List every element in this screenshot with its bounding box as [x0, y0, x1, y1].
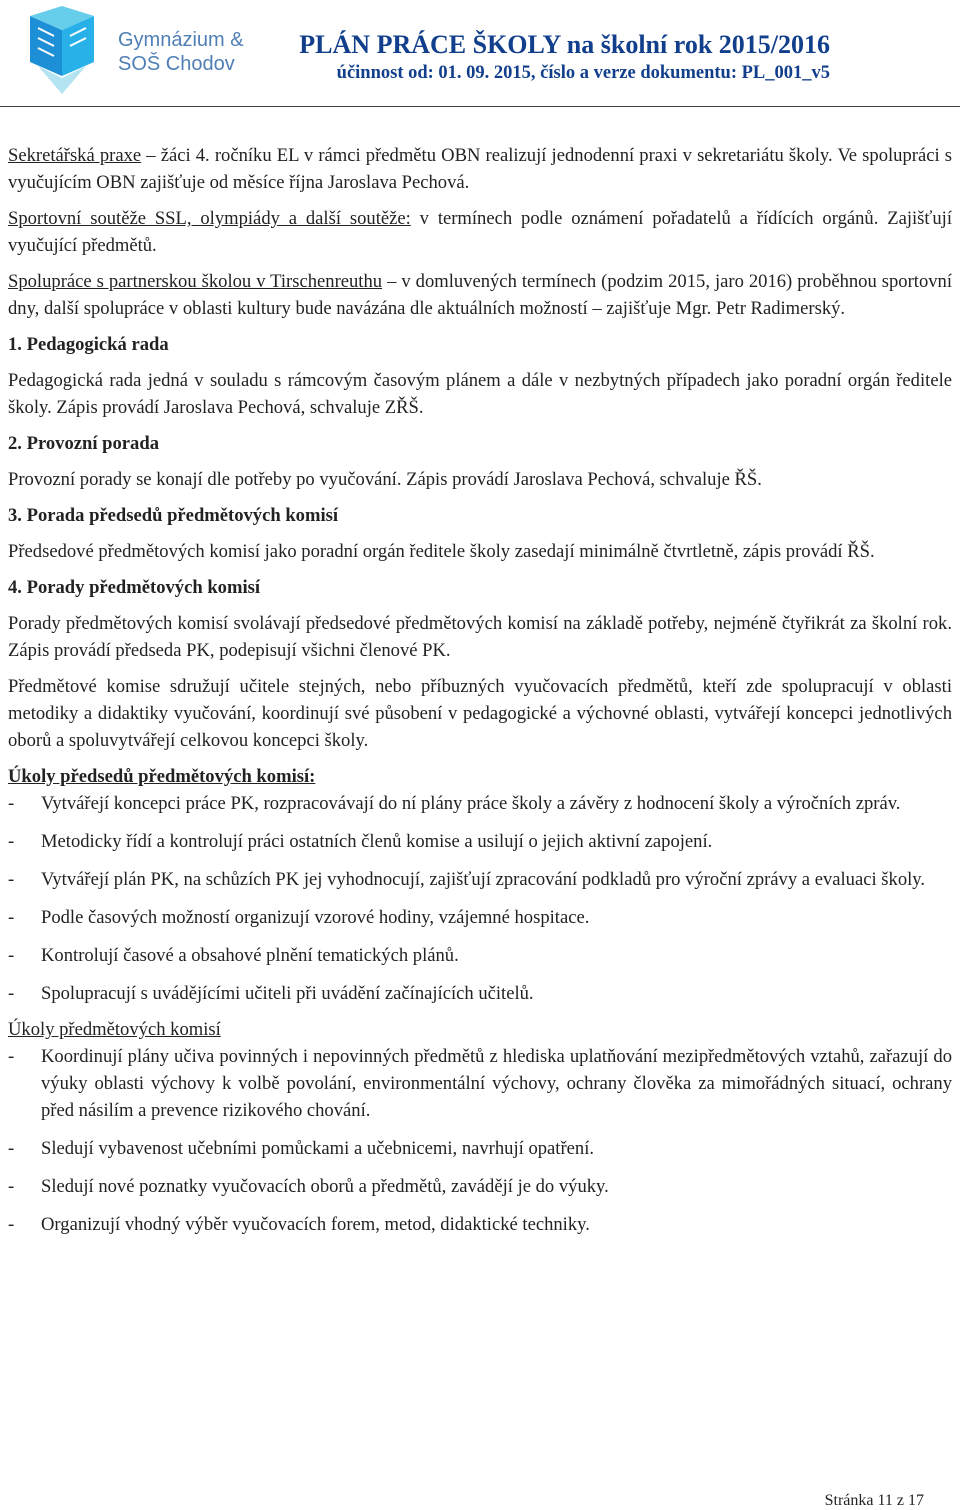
list-item: - Kontrolují časové a obsahové plnění tematických plánů.: [8, 942, 952, 969]
section-paragraph: Provozní porady se konají dle potřeby po vyučování. Zápis provádí Jaroslava Pechová, schvaluje ŘŠ.: [8, 469, 762, 490]
page-header: [0, 0, 960, 110]
list-item: - Vytvářejí koncepci práce PK, rozpracovávají do ní plány práce školy a závěry z hodnocení školy a výročních zpráv.: [8, 790, 952, 817]
chairs-tasks-heading: Úkoly předsedů předmětových komisí:: [8, 766, 316, 787]
logo-line-2: SOŠ Chodov: [118, 53, 235, 75]
page-number: Stránka 11 z 17: [824, 1492, 924, 1509]
list-item: - Sledují vybavenost učebními pomůckami a učebnicemi, navrhují opatření.: [8, 1135, 952, 1162]
intro-label: Sekretářská praxe: [8, 145, 142, 166]
list-item: - Koordinují plány učiva povinných i nepovinných předmětů z hlediska uplatňování mezipředmětových vztahů, zařazují do výuky oblasti výchovy k volbě povolání, environmentální výchovy, ochrany člověka za mimořádných situací, ochrany před násilím a prevence rizikového chování.: [8, 1043, 952, 1124]
list-item: - Sledují nové poznatky vyučovacích oborů a předmětů, zavádějí je do výuky.: [8, 1173, 952, 1200]
intro-text: – v domluvených termínech (podzim 2015, jaro 2016) proběhnou sportovní dny, další spolupráce v oblasti kultury bude navázána dle aktuálních možností – zajišťuje Mgr. Petr Radimerský.: [8, 271, 952, 319]
school-logo: [18, 6, 248, 98]
section-heading: 2. Provozní porada: [8, 433, 159, 454]
list-item: - Vytvářejí plán PK, na schůzích PK jej vyhodnocují, zajišťují zpracování podkladů pro výroční zprávy a evaluaci školy.: [8, 866, 952, 893]
intro-paragraph-partner-school: [8, 268, 952, 322]
list-item: - Podle časových možností organizují vzorové hodiny, vzájemné hospitace.: [8, 904, 952, 931]
list-item: - Spolupracují s uvádějícími učiteli při uvádění začínajících učitelů.: [8, 980, 952, 1007]
list-item: - Organizují vhodný výběr vyučovacích forem, metod, didaktické techniky.: [8, 1211, 952, 1238]
section-heading: 3. Porada předsedů předmětových komisí: [8, 505, 339, 526]
committees-tasks-heading: Úkoly předmětových komisí: [8, 1019, 221, 1040]
logo-text: [118, 28, 244, 76]
intro-label: Sportovní soutěže SSL, olympiády a další soutěže:: [8, 208, 411, 229]
section-heading: 4. Porady předmětových komisí: [8, 577, 261, 598]
committees-tasks-list: [8, 1043, 952, 1238]
document-body: [8, 142, 952, 1238]
section-paragraph: Porady předmětových komisí svolávají předsedové předmětových komisí na základě potřeby, nejméně čtyřikrát za školní rok. Zápis provádí předseda PK, podepisují všichni členové PK.: [8, 613, 952, 661]
intro-text: – žáci 4. ročníku EL v rámci předmětu OBN realizují jednodenní praxi v sekretariátu školy. Ve spolupráci s vyučujícím OBN zajišťuje od měsíce října Jaroslava Pechová.: [8, 145, 953, 193]
intro-paragraph-sports: [8, 205, 952, 259]
document-subtitle: účinnost od: 01. 09. 2015, číslo a verze dokumentu: PL_001_v5: [336, 63, 830, 83]
list-item: - Metodicky řídí a kontrolují práci ostatních členů komise a usilují o jejich aktivní zapojení.: [8, 828, 952, 855]
section-heading: 1. Pedagogická rada: [8, 334, 169, 355]
header-divider: [0, 106, 960, 107]
section-paragraph: Předsedové předmětových komisí jako poradní orgán ředitele školy zasedají minimálně čtvrtletně, zápis provádí ŘŠ.: [8, 541, 875, 562]
pk-paragraph: Předmětové komise sdružují učitele stejných, nebo příbuzných vyučovacích předmětů, kteří zde spolupracují v oblasti metodiky a didaktiky vyučování, koordinují své působení v pedagogické a výchovné oblasti, vytvářejí koncepci jednotlivých oborů a spoluvytvářejí celkovou koncepci školy.: [8, 676, 952, 751]
intro-paragraph-secretary: [8, 142, 952, 196]
chairs-tasks-list: [8, 790, 952, 1007]
document-title: PLÁN PRÁCE ŠKOLY na školní rok 2015/2016: [299, 30, 830, 59]
intro-label: Spolupráce s partnerskou školou v Tirschenreuthu: [8, 271, 383, 292]
logo-line-1: Gymnázium &: [118, 29, 244, 51]
logo-cube-icon: [18, 6, 108, 98]
intro-text: v termínech podle oznámení pořadatelů a řídících orgánů. Zajišťují vyučující předmětů.: [8, 208, 952, 256]
section-paragraph: Pedagogická rada jedná v souladu s rámcovým časovým plánem a dále v nezbytných případech jako poradní orgán ředitele školy. Zápis provádí Jaroslava Pechová, schvaluje ZŘŠ.: [8, 370, 952, 418]
